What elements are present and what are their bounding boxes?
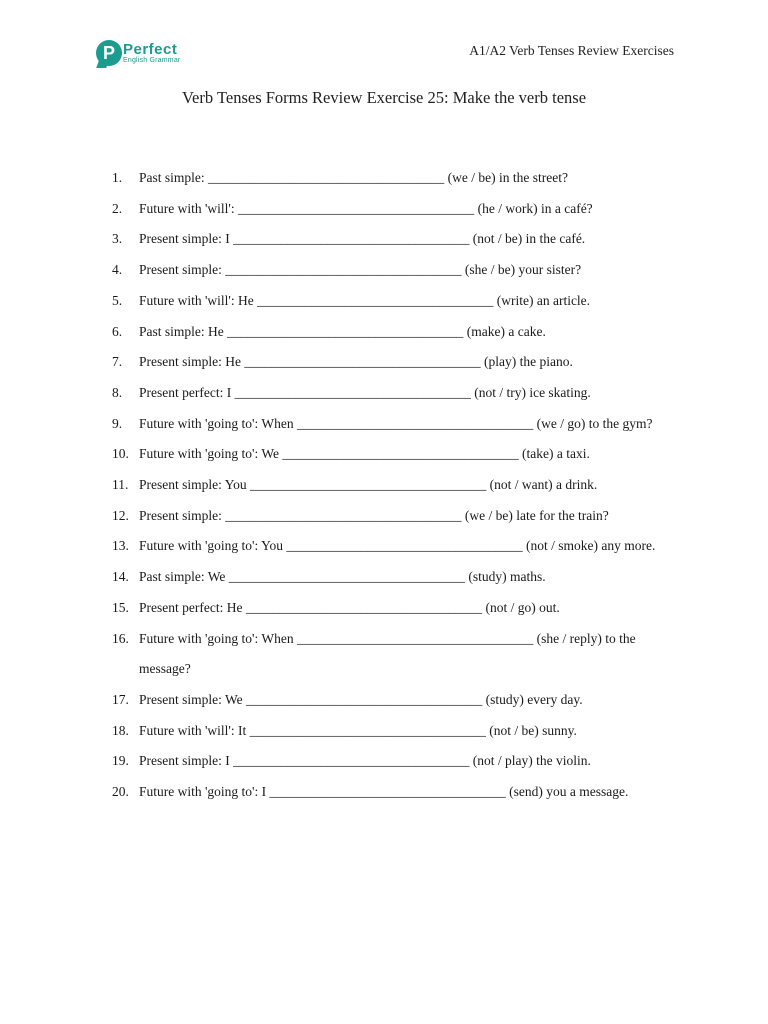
item-text: Future with 'going to': We ___________________________________ (take) a taxi.	[139, 446, 590, 462]
exercise-item	[112, 378, 672, 409]
exercise-item	[112, 593, 672, 624]
brand-name: Perfect	[123, 41, 178, 58]
item-text: Future with 'will': He ___________________________________ (write) an article.	[139, 292, 591, 308]
exercise-item	[112, 286, 672, 317]
item-number: 20.	[112, 784, 129, 800]
exercise-item	[112, 255, 672, 286]
item-number: 9.	[112, 415, 123, 431]
exercise-item	[112, 224, 672, 255]
item-text: Present simple: I ___________________________________ (not / be) in the café.	[139, 231, 586, 247]
exercise-item	[112, 470, 672, 501]
item-number: 10.	[112, 446, 129, 462]
brand-logo	[96, 40, 206, 74]
series-title: A1/A2 Verb Tenses Review Exercises	[469, 43, 674, 58]
item-number: 5.	[112, 292, 123, 308]
item-number: 7.	[112, 354, 123, 370]
item-text: Present perfect: I ___________________________________ (not / try) ice skating.	[139, 384, 591, 400]
exercise-item	[112, 194, 672, 225]
item-number: 17.	[112, 691, 129, 707]
item-number: 2.	[112, 200, 123, 216]
exercise-item	[112, 347, 672, 378]
brand-subtitle: English Grammar	[123, 57, 181, 64]
item-text: Past simple: We ___________________________________ (study) maths.	[139, 569, 546, 585]
item-text: Future with 'going to': I ___________________________________ (send) you a message.	[139, 784, 629, 800]
item-number: 6.	[112, 323, 123, 339]
item-text: Future with 'will': It ___________________________________ (not / be) sunny.	[139, 722, 577, 738]
item-number: 11.	[112, 477, 129, 493]
item-number: 15.	[112, 599, 129, 615]
item-text: Future with 'going to': You ___________________________________ (not / smoke) any more.	[139, 538, 656, 554]
item-text: Present simple: He ___________________________________ (play) the piano.	[139, 354, 573, 370]
speech-bubble-p-logo-icon: P	[96, 40, 122, 66]
item-text: Present simple: You ___________________________________ (not / want) a drink.	[139, 477, 598, 493]
item-number: 3.	[112, 231, 123, 247]
item-number: 8.	[112, 384, 123, 400]
exercise-item	[112, 317, 672, 348]
item-number: 19.	[112, 753, 129, 769]
exercise-item	[112, 624, 672, 685]
item-text: Present perfect: He ___________________________________ (not / go) out.	[139, 599, 560, 615]
exercise-item	[112, 716, 672, 747]
exercise-item	[112, 163, 672, 194]
item-text: Future with 'going to': When ___________________________________ (she / reply) to the message?	[139, 630, 636, 677]
item-number: 14.	[112, 569, 129, 585]
exercise-item	[112, 501, 672, 532]
exercise-list	[112, 163, 672, 808]
exercise-item	[112, 531, 672, 562]
item-text: Present simple: ___________________________________ (she / be) your sister?	[139, 262, 582, 278]
item-number: 13.	[112, 538, 129, 554]
item-number: 18.	[112, 722, 129, 738]
item-text: Present simple: ___________________________________ (we / be) late for the train?	[139, 507, 609, 523]
item-text: Present simple: We ___________________________________ (study) every day.	[139, 691, 583, 707]
exercise-item	[112, 685, 672, 716]
item-number: 4.	[112, 262, 123, 278]
item-number: 12.	[112, 507, 129, 523]
exercise-item	[112, 777, 672, 808]
item-number: 1.	[112, 170, 123, 185]
item-number: 16.	[112, 630, 129, 646]
exercise-item	[112, 562, 672, 593]
exercise-item	[112, 746, 672, 777]
item-text: Present simple: I ___________________________________ (not / play) the violin.	[139, 753, 591, 769]
exercise-item	[112, 439, 672, 470]
item-text: Future with 'going to': When ___________________________________ (we / go) to the gym?	[139, 415, 653, 431]
page-title: Verb Tenses Forms Review Exercise 25: Make the verb tense	[181, 88, 587, 107]
item-text: Past simple: He ___________________________________ (make) a cake.	[139, 323, 546, 339]
item-text: Future with 'will': ___________________________________ (he / work) in a café?	[139, 200, 593, 216]
item-text: Past simple: ___________________________________ (we / be) in the street?	[139, 170, 568, 185]
exercise-item	[112, 409, 672, 440]
